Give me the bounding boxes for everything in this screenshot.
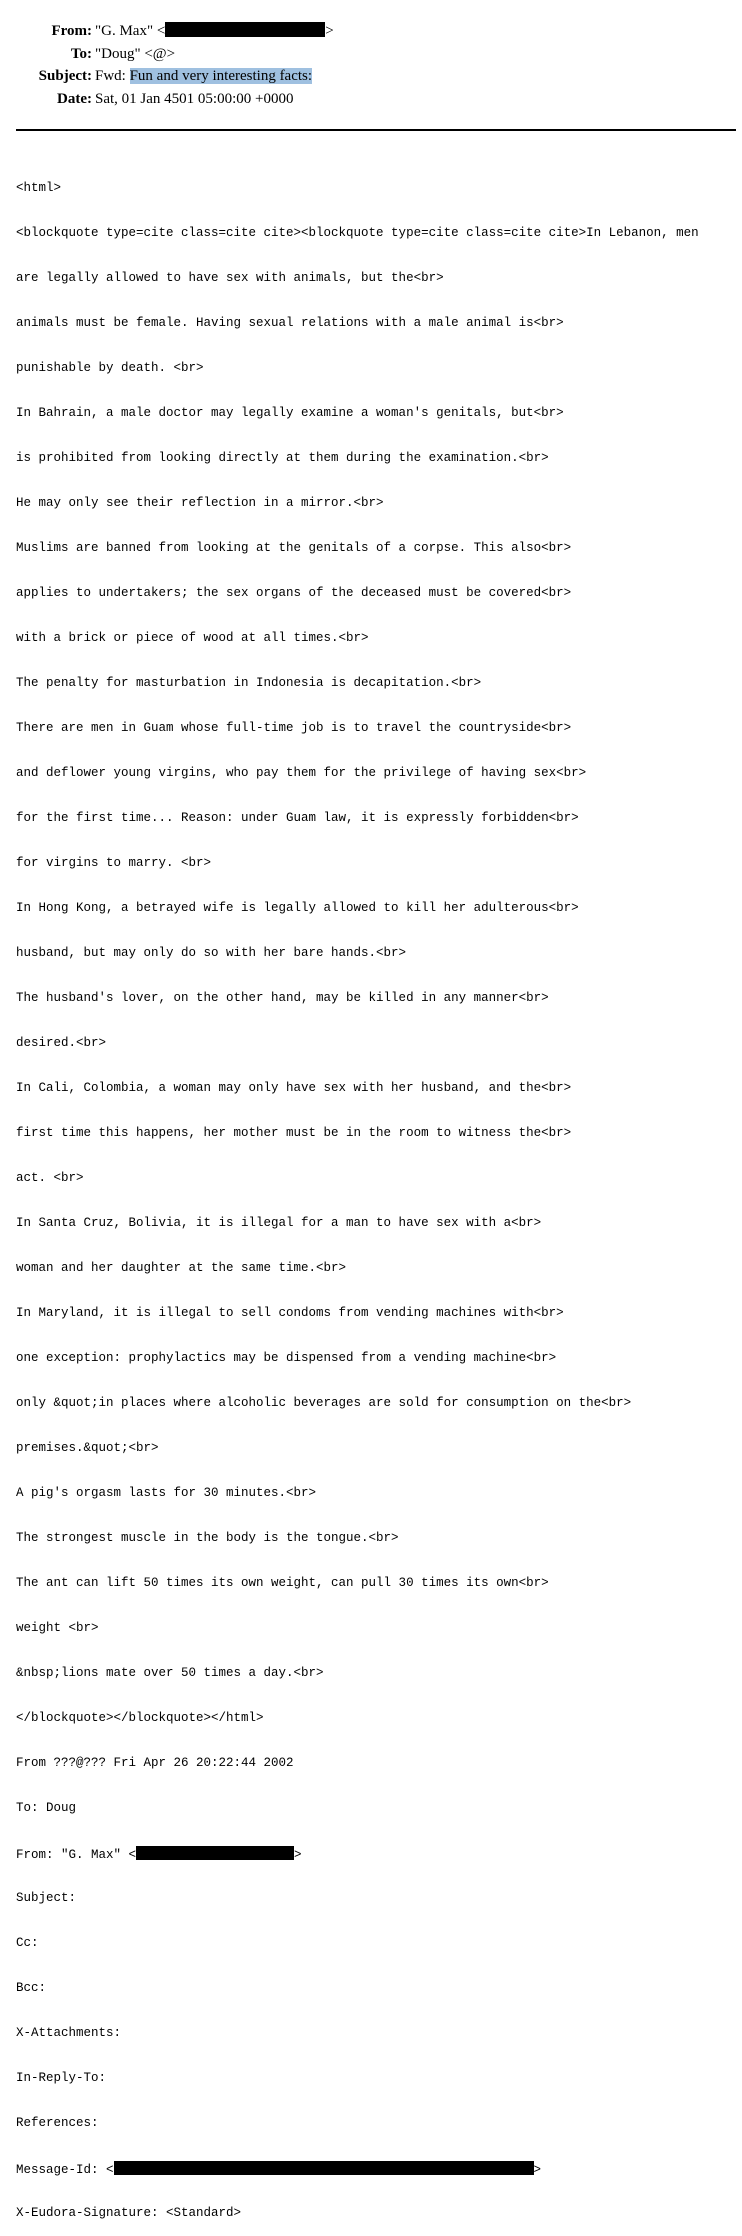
subject-highlighted-text: Fun and very interesting facts: <box>129 68 313 84</box>
body-line: are legally allowed to have sex with animals, but the<br> <box>16 271 444 285</box>
redacted-message-id-block <box>114 2161 534 2175</box>
body-line: Muslims are banned from looking at the genitals of a corpse. This also<br> <box>16 541 572 555</box>
body-line: In Bahrain, a male doctor may legally examine a woman's genitals, but<br> <box>16 406 564 420</box>
from-row <box>0 20 742 43</box>
body-line: husband, but may only do so with her bare hands.<br> <box>16 946 407 960</box>
body-line: <blockquote type=cite class=cite cite><blockquote type=cite class=cite cite>In Lebanon, men <box>16 226 699 240</box>
body-line: desired.<br> <box>16 1036 107 1050</box>
message-id-suffix: > <box>533 2163 542 2177</box>
body-line: The strongest muscle in the body is the tongue.<br> <box>16 1531 399 1545</box>
date-label: Date: <box>57 90 92 107</box>
body-line: for the first time... Reason: under Guam law, it is expressly forbidden<br> <box>16 811 579 825</box>
body-line: The husband's lover, on the other hand, may be killed in any manner<br> <box>16 991 549 1005</box>
footer-from-line <box>16 1846 736 1861</box>
body-line: In Hong Kong, a betrayed wife is legally allowed to kill her adulterous<br> <box>16 901 579 915</box>
redacted-email-block <box>136 1846 294 1860</box>
footer-from-prefix: From: "G. Max" < <box>16 1848 137 1862</box>
body-line: The ant can lift 50 times its own weight, can pull 30 times its own<br> <box>16 1576 549 1590</box>
body-line: To: Doug <box>16 1801 77 1815</box>
footer-in-reply-to: In-Reply-To: <box>16 2071 107 2085</box>
to-row <box>0 43 742 66</box>
footer-bcc: Bcc: <box>16 1981 47 1995</box>
footer-x-attachments: X-Attachments: <box>16 2026 122 2040</box>
footer-references: References: <box>16 2116 99 2130</box>
body-line: with a brick or piece of wood at all times.<br> <box>16 631 369 645</box>
body-line: He may only see their reflection in a mirror.<br> <box>16 496 384 510</box>
footer-x-eudora-signature: X-Eudora-Signature: <Standard> <box>16 2206 242 2220</box>
date-row <box>0 88 742 111</box>
to-label: To: <box>70 45 92 62</box>
body-line: There are men in Guam whose full-time job is to travel the countryside<br> <box>16 721 572 735</box>
body-line: &nbsp;lions mate over 50 times a day.<br> <box>16 1666 324 1680</box>
body-line: one exception: prophylactics may be dispensed from a vending machine<br> <box>16 1351 557 1365</box>
email-header <box>0 20 742 110</box>
footer-from-suffix: > <box>294 1848 302 1862</box>
body-line: weight <br> <box>16 1621 99 1635</box>
footer-message-id-line <box>16 2161 736 2176</box>
date-value: Sat, 01 Jan 4501 05:00:00 +0000 <box>95 90 294 107</box>
subject-label: Subject: <box>38 68 92 84</box>
footer-cc: Cc: <box>16 1936 39 1950</box>
body-line: In Santa Cruz, Bolivia, it is illegal for a man to have sex with a<br> <box>16 1216 542 1230</box>
from-close: > <box>325 23 334 39</box>
body-line: only &quot;in places where alcoholic beverages are sold for consumption on the<br> <box>16 1396 632 1410</box>
body-line: A pig's orgasm lasts for 30 minutes.<br> <box>16 1486 317 1500</box>
body-line: animals must be female. Having sexual relations with a male animal is<br> <box>16 316 564 330</box>
body-line: In Maryland, it is illegal to sell condoms from vending machines with<br> <box>16 1306 564 1320</box>
body-line: act. <br> <box>16 1171 84 1185</box>
header-divider <box>16 129 736 131</box>
subject-prefix: Fwd: <box>95 68 130 84</box>
from-value: "G. Max" < <box>95 23 166 39</box>
body-line: applies to undertakers; the sex organs of the deceased must be covered<br> <box>16 586 572 600</box>
from-label: From: <box>51 23 92 39</box>
body-line: </blockquote></blockquote></html> <box>16 1711 264 1725</box>
subject-row <box>0 65 742 88</box>
body-line: The penalty for masturbation in Indonesia is decapitation.<br> <box>16 676 482 690</box>
body-line: premises.&quot;<br> <box>16 1441 159 1455</box>
body-line: woman and her daughter at the same time.<br> <box>16 1261 347 1275</box>
to-value: "Doug" <@> <box>95 45 176 62</box>
body-line: From ???@??? Fri Apr 26 20:22:44 2002 <box>16 1756 294 1770</box>
footer-subject: Subject: <box>16 1891 77 1905</box>
body-line: and deflower young virgins, who pay them for the privilege of having sex<br> <box>16 766 587 780</box>
body-line: first time this happens, her mother must be in the room to witness the<br> <box>16 1126 572 1140</box>
email-body <box>16 151 736 2236</box>
body-line: In Cali, Colombia, a woman may only have sex with her husband, and the<br> <box>16 1081 572 1095</box>
body-line: for virgins to marry. <br> <box>16 856 212 870</box>
body-line: is prohibited from looking directly at them during the examination.<br> <box>16 451 549 465</box>
body-line: <html> <box>16 181 62 195</box>
body-line: punishable by death. <br> <box>16 361 204 375</box>
message-id-prefix: Message-Id: < <box>16 2163 114 2177</box>
redacted-email-block <box>165 22 325 37</box>
